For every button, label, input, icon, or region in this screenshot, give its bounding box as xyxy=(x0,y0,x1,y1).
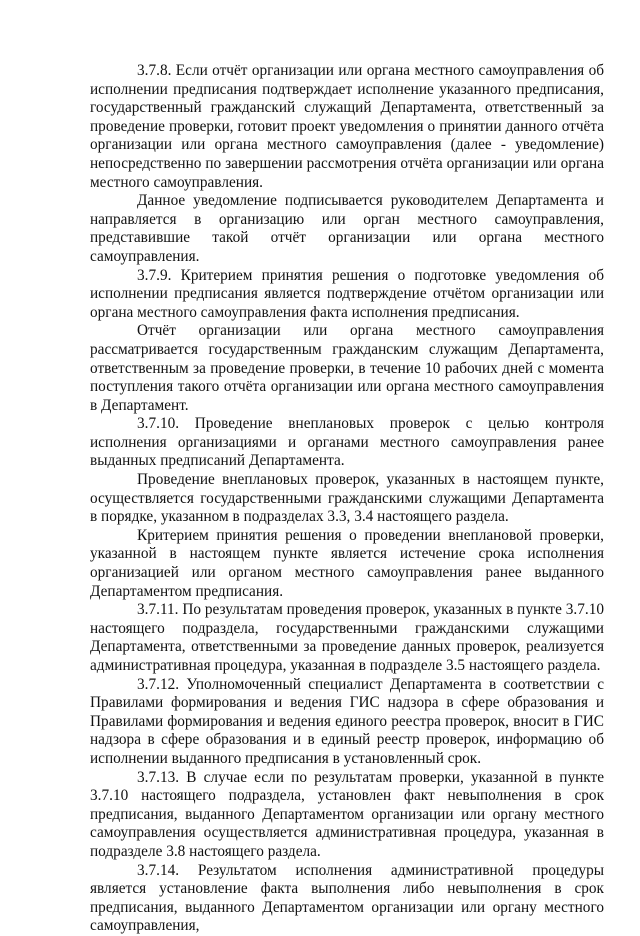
paragraph-3-7-14: 3.7.14. Результатом исполнения административной процедуры является установление факта выполнения либо невыполнения в срок предписания, выданного Департаментом организации или органу местного самоуправления, xyxy=(90,861,604,935)
document-page xyxy=(90,62,604,936)
paragraph-notification-signing: Данное уведомление подписывается руководителем Департамента и направляется в организацию или орган местного самоуправления, представившие такой отчёт организации или органа местного самоуправления. xyxy=(90,192,604,265)
paragraph-3-7-10: 3.7.10. Проведение внеплановых проверок с целью контроля исполнения организациями и органами местного самоуправления ранее выданных предписаний Департамента. xyxy=(90,415,604,470)
paragraph-3-7-9: 3.7.9. Критерием принятия решения о подготовке уведомления об исполнении предписания является подтверждение отчётом организации или органа местного самоуправления факта исполнения предписания. xyxy=(90,266,604,321)
paragraph-3-7-12: 3.7.12. Уполномоченный специалист Департамента в соответствии с Правилами формирования и ведения ГИС надзора в сфере образования и Правилами формирования и ведения единого реестра проверок, вносит в ГИС надзора в сфере образования и в единый реестр проверок, информацию об исполнении выданного предписания в установленный срок. xyxy=(90,675,604,767)
paragraph-report-review: Отчёт организации или органа местного самоуправления рассматривается государственным гражданским служащим Департамента, ответственным за проведение проверки, в течение 10 рабочих дней с момента поступления такого отчёта организации или органа местного самоуправления в Департамент. xyxy=(90,322,604,414)
paragraph-unscheduled-inspections: Проведение внеплановых проверок, указанных в настоящем пункте, осуществляется государственными гражданскими служащими Департамента в порядке, указанном в подразделах 3.3, 3.4 настоящего раздела. xyxy=(90,471,604,526)
paragraph-3-7-8: 3.7.8. Если отчёт организации или органа местного самоуправления об исполнении предписания подтверждает исполнение указанного предписания, государственный гражданский служащий Департамента, ответственный за проведение проверки, готовит проект уведомления о принятии данного отчёта организации или органа местного самоуправления (далее - уведомление) непосредственно по завершении рассмотрения отчёта организации или органа местного самоуправления. xyxy=(90,62,604,191)
paragraph-3-7-11: 3.7.11. По результатам проведения проверок, указанных в пункте 3.7.10 настоящего подраздела, государственными гражданскими служащими Департамента, ответственными за проведение данных проверок, реализуется административная процедура, указанная в подразделе 3.5 настоящего раздела. xyxy=(90,601,604,674)
paragraph-3-7-13: 3.7.13. В случае если по результатам проверки, указанной в пункте 3.7.10 настоящего подраздела, установлен факт невыполнения в срок предписания, выданного Департаментом организации или органу местного самоуправления осуществляется административная процедура, указанная в подразделе 3.8 настоящего раздела. xyxy=(90,768,604,860)
paragraph-inspection-criterion: Критерием принятия решения о проведении внеплановой проверки, указанной в настоящем пункте является истечение срока исполнения организацией или органом местного самоуправления ранее выданного Департаментом предписания. xyxy=(90,526,604,600)
